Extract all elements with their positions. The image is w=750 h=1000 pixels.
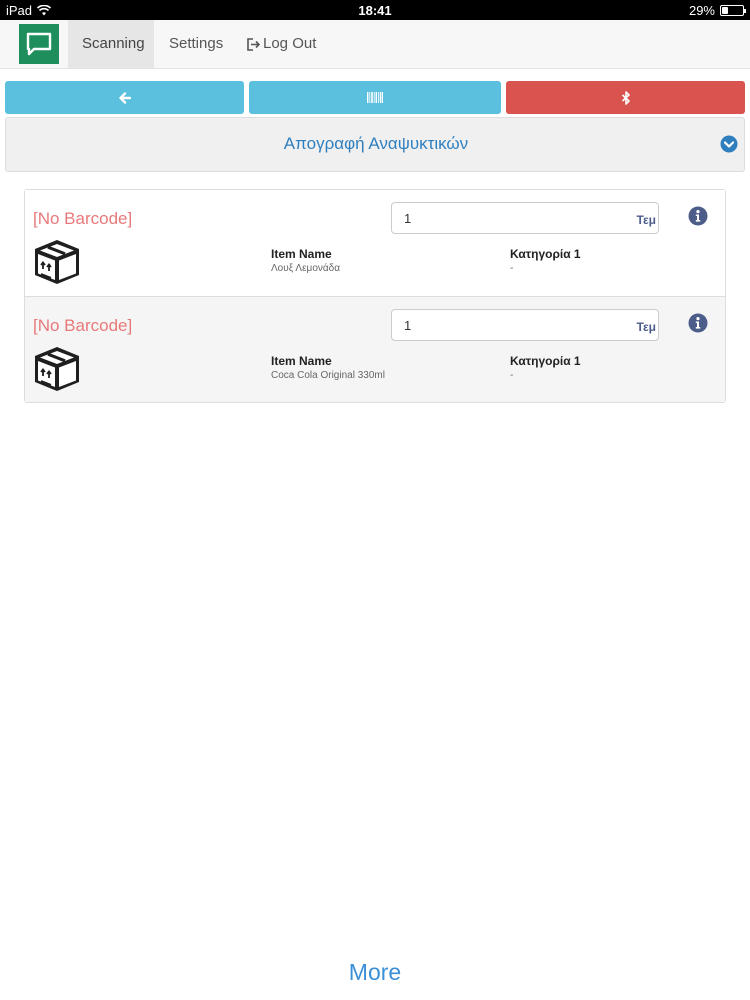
quantity-value: 1	[404, 211, 412, 226]
tab-settings[interactable]: Settings	[169, 35, 224, 52]
tab-log-out[interactable]	[233, 20, 330, 68]
item-list	[24, 189, 726, 403]
section-title: Απογραφή Αναψυκτικών	[283, 134, 469, 153]
back-button[interactable]	[5, 81, 244, 114]
category-value: -	[510, 370, 514, 381]
package-box-icon	[33, 238, 81, 286]
quantity-input[interactable]	[391, 309, 659, 341]
package-box-icon	[33, 345, 81, 393]
info-icon[interactable]	[688, 206, 708, 226]
tab-scanning[interactable]: Scanning	[68, 20, 154, 68]
item-name-label: Item Name	[271, 247, 332, 261]
battery-icon	[720, 5, 744, 16]
list-item	[25, 296, 725, 402]
quantity-unit: Τεμ	[636, 320, 656, 334]
bluetooth-button[interactable]	[506, 81, 745, 114]
category-label: Κατηγορία 1	[510, 354, 581, 368]
clock: 18:41	[358, 3, 392, 18]
scan-barcode-button[interactable]	[249, 81, 501, 114]
device-label: iPad	[6, 3, 33, 18]
barcode-label: [No Barcode]	[33, 209, 133, 228]
list-item	[25, 190, 725, 296]
sign-out-icon	[247, 38, 261, 51]
barcode-label: [No Barcode]	[33, 316, 133, 335]
item-name-value: Λουξ Λεμονάδα	[271, 263, 341, 274]
arrow-left-icon	[119, 92, 131, 104]
quantity-value: 1	[404, 318, 412, 333]
item-name-value: Coca Cola Original 330ml	[271, 370, 385, 381]
chevron-down-circle-icon[interactable]	[720, 135, 738, 153]
quantity-input[interactable]	[391, 202, 659, 234]
category-value: -	[510, 263, 514, 274]
info-icon[interactable]	[688, 313, 708, 333]
bluetooth-icon	[621, 91, 631, 105]
barcode-icon	[367, 92, 383, 103]
inventory-section-header[interactable]	[5, 117, 745, 172]
chat-bubble-icon[interactable]	[19, 24, 59, 64]
quantity-unit: Τεμ	[636, 213, 656, 227]
more-link[interactable]: More	[348, 959, 402, 985]
battery-percent: 29%	[688, 3, 715, 18]
item-name-label: Item Name	[271, 354, 332, 368]
log-out-label: Log Out	[263, 35, 317, 52]
category-label: Κατηγορία 1	[510, 247, 581, 261]
status-bar	[0, 0, 750, 20]
top-navigation	[0, 20, 750, 69]
